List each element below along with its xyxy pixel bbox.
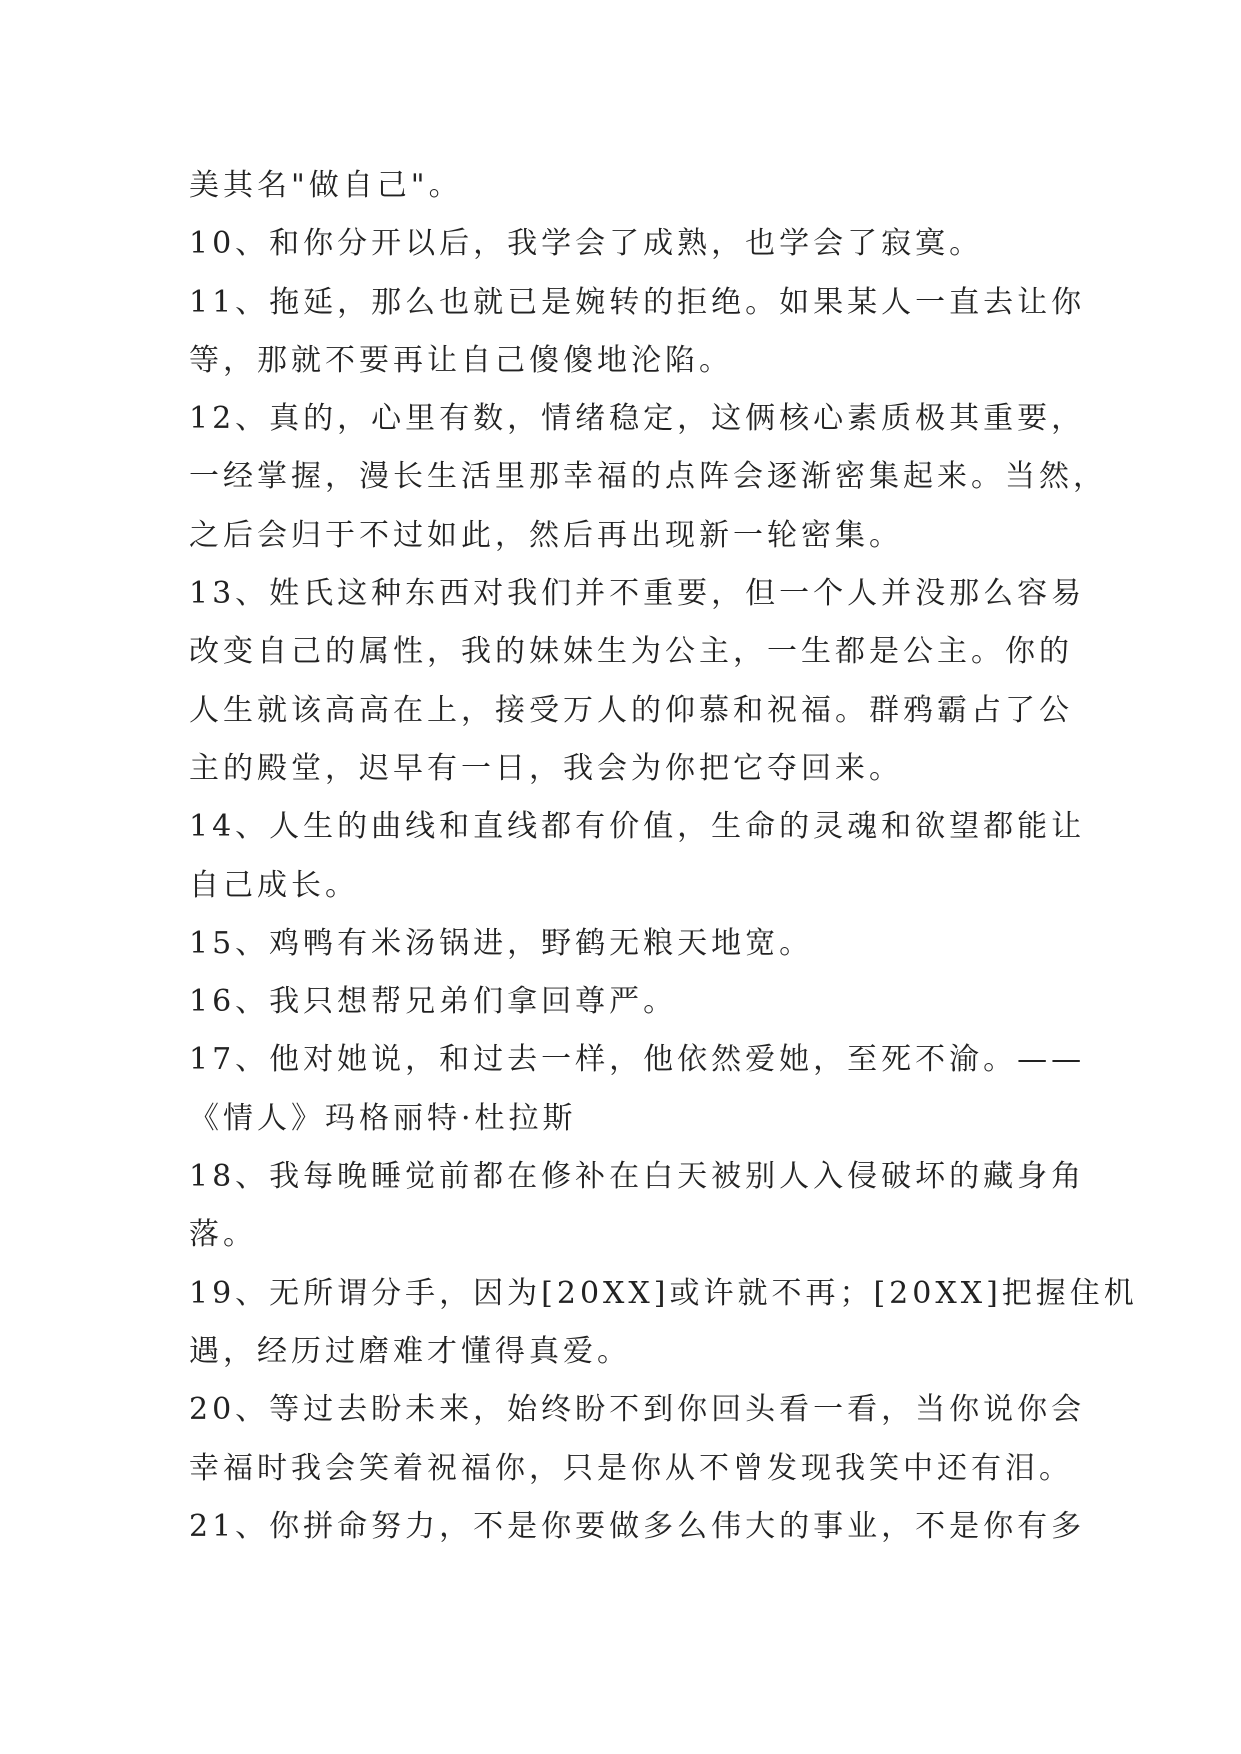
text-line: 等，那就不要再让自己傻傻地沦陷。 — [189, 342, 733, 378]
text-line: 幸福时我会笑着祝福你，只是你从不曾发现我笑中还有泪。 — [189, 1450, 1073, 1486]
text-line: 改变自己的属性，我的妹妹生为公主，一生都是公主。你的 — [189, 634, 1073, 670]
text-line: 一经掌握，漫长生活里那幸福的点阵会逐渐密集起来。当然， — [189, 459, 1107, 495]
text-line: 10、和你分开以后，我学会了成熟，也学会了寂寞。 — [189, 226, 984, 262]
document-body — [189, 157, 1138, 1556]
text-line: 14、人生的曲线和直线都有价值，生命的灵魂和欲望都能让 — [189, 809, 1086, 845]
text-line: 21、你拼命努力，不是你要做多么伟大的事业，不是你有多 — [189, 1508, 1086, 1544]
text-line: 13、姓氏这种东西对我们并不重要，但一个人并没那么容易 — [189, 576, 1086, 612]
text-line: 12、真的，心里有数，情绪稳定，这俩核心素质极其重要， — [189, 401, 1086, 437]
text-line: 落。 — [189, 1217, 257, 1253]
text-line: 《情人》玛格丽特·杜拉斯 — [189, 1100, 577, 1136]
text-line: 20、等过去盼未来，始终盼不到你回头看一看，当你说你会 — [189, 1392, 1086, 1428]
text-line: 之后会归于不过如此，然后再出现新一轮密集。 — [189, 517, 903, 553]
text-line: 18、我每晚睡觉前都在修补在白天被别人入侵破坏的藏身角 — [189, 1159, 1086, 1195]
text-line: 15、鸡鸭有米汤锅进，野鹤无粮天地宽。 — [189, 925, 814, 961]
text-line: 16、我只想帮兄弟们拿回尊严。 — [189, 984, 678, 1020]
text-line: 人生就该高高在上，接受万人的仰慕和祝福。群鸦霸占了公 — [189, 692, 1073, 728]
text-line: 自己成长。 — [189, 867, 359, 903]
text-line: 17、他对她说，和过去一样，他依然爱她，至死不渝。—— — [189, 1042, 1086, 1078]
text-line: 遇，经历过磨难才懂得真爱。 — [189, 1333, 631, 1369]
text-line: 主的殿堂，迟早有一日，我会为你把它夺回来。 — [189, 750, 903, 786]
text-line: 19、无所谓分手，因为[20XX]或许就不再；[20XX]把握住机 — [189, 1275, 1138, 1311]
text-line: 美其名"做自己"。 — [189, 168, 463, 203]
text-line: 11、拖延，那么也就已是婉转的拒绝。如果某人一直去让你 — [189, 284, 1086, 320]
